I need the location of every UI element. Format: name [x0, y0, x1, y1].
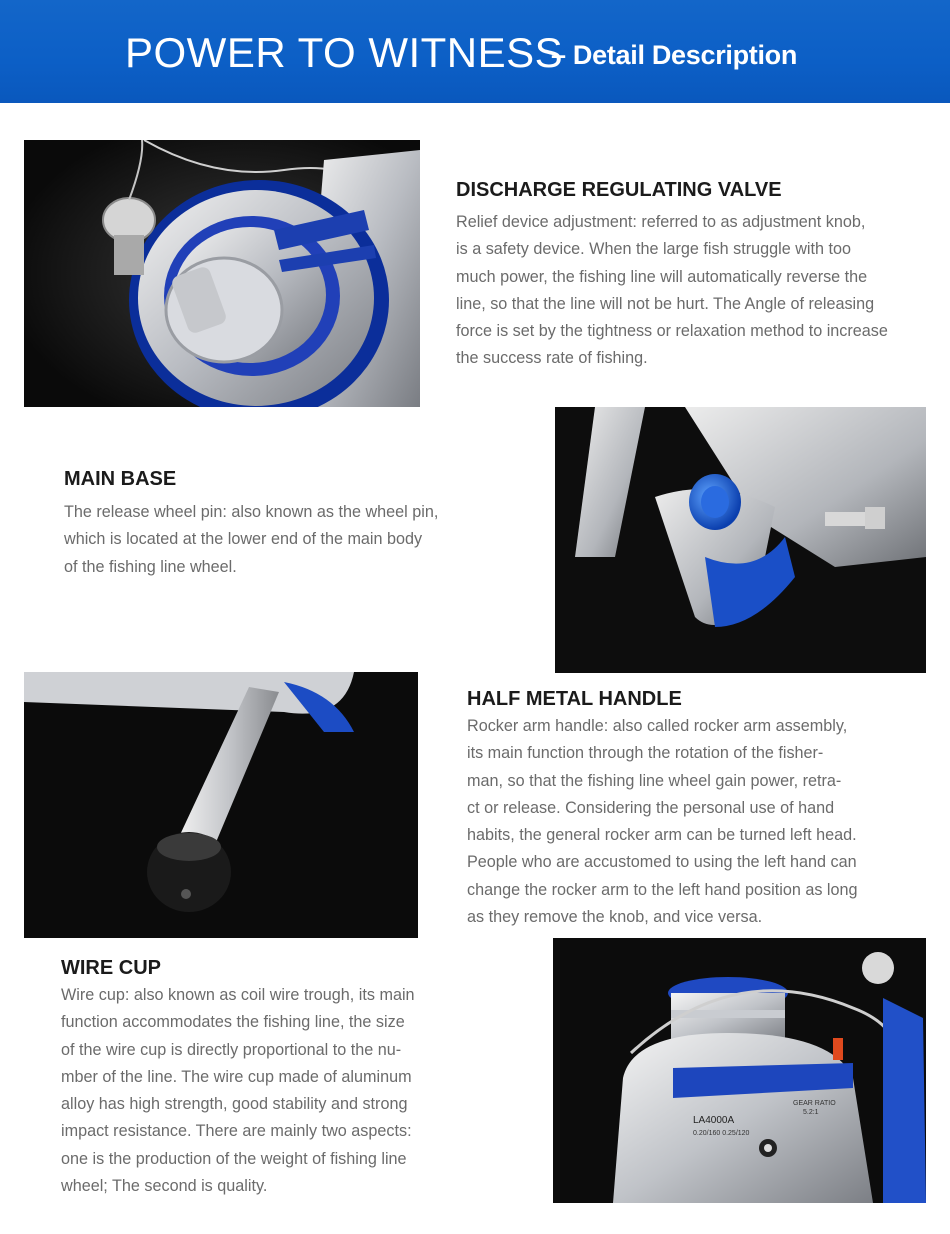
body-line: impact resistance. There are mainly two aspects: [61, 1122, 412, 1141]
body-line: ct or release. Considering the personal use of hand [467, 798, 835, 817]
body-line: function accommodates the fishing line, the size [61, 1013, 405, 1032]
body-line: is a safety device. When the large fish struggle with too [456, 240, 851, 259]
body-line: People who are accustomed to using the left hand can [467, 853, 857, 872]
body-line: force is set by the tightness or relaxation method to increase [456, 322, 888, 341]
section-title-cup: WIRE CUP [61, 957, 161, 979]
body-line: as they remove the knob, and vice versa. [467, 908, 763, 927]
body-line: mber of the line. The wire cup made of aluminum [61, 1067, 412, 1086]
body-line: habits, the general rocker arm can be turned left head. [467, 826, 857, 845]
section-body-handle [467, 713, 858, 931]
photo-main-base [555, 407, 926, 673]
spool-label-model: LA4000A [693, 1115, 735, 1126]
body-line: Wire cup: also known as coil wire trough, its main [61, 986, 415, 1004]
body-line: of the wire cup is directly proportional to the nu- [61, 1040, 402, 1059]
section-title-handle: HALF METAL HANDLE [467, 688, 682, 710]
header-banner [0, 0, 950, 103]
body-line: wheel; The second is quality. [61, 1177, 268, 1196]
body-line: of the fishing line wheel. [64, 557, 237, 576]
body-line: Relief device adjustment: referred to as adjustment knob, [456, 213, 866, 231]
banner-title: POWER TO WITNESS [125, 29, 564, 76]
body-line: the success rate of fishing. [456, 349, 648, 368]
spool-label-ratio-value: 5.2:1 [803, 1109, 819, 1116]
section-title-base: MAIN BASE [64, 468, 177, 490]
photo-regulating-valve [24, 140, 420, 407]
body-line: one is the production of the weight of fishing line [61, 1149, 407, 1168]
section-body-cup [61, 982, 415, 1200]
body-line: alloy has high strength, good stability and strong [61, 1095, 408, 1114]
body-line: man, so that the fishing line wheel gain power, retra- [467, 771, 842, 790]
spool-label-gear-ratio: GEAR RATIO [793, 1100, 836, 1107]
section-title-valve: DISCHARGE REGULATING VALVE [456, 179, 782, 201]
body-line: Rocker arm handle: also called rocker arm assembly, [467, 717, 848, 735]
body-line: line, so that the line will not be hurt. The Angle of releasing [456, 294, 875, 313]
body-line: its main function through the rotation of the fisher- [467, 744, 824, 763]
photo-half-metal-handle [24, 672, 418, 938]
body-line: change the rocker arm to the left hand position as long [467, 880, 858, 899]
banner-subtitle: – Detail Description [551, 40, 798, 70]
body-line: much power, the fishing line will automatically reverse the [456, 267, 868, 286]
photo-wire-cup [553, 938, 926, 1203]
spool-label-capacity: 0.20/160 0.25/120 [693, 1130, 750, 1137]
section-body-valve [456, 209, 888, 373]
body-line: The release wheel pin: also known as the wheel pin, [64, 503, 439, 521]
section-body-base [64, 499, 438, 581]
body-line: which is located at the lower end of the main body [64, 530, 423, 549]
